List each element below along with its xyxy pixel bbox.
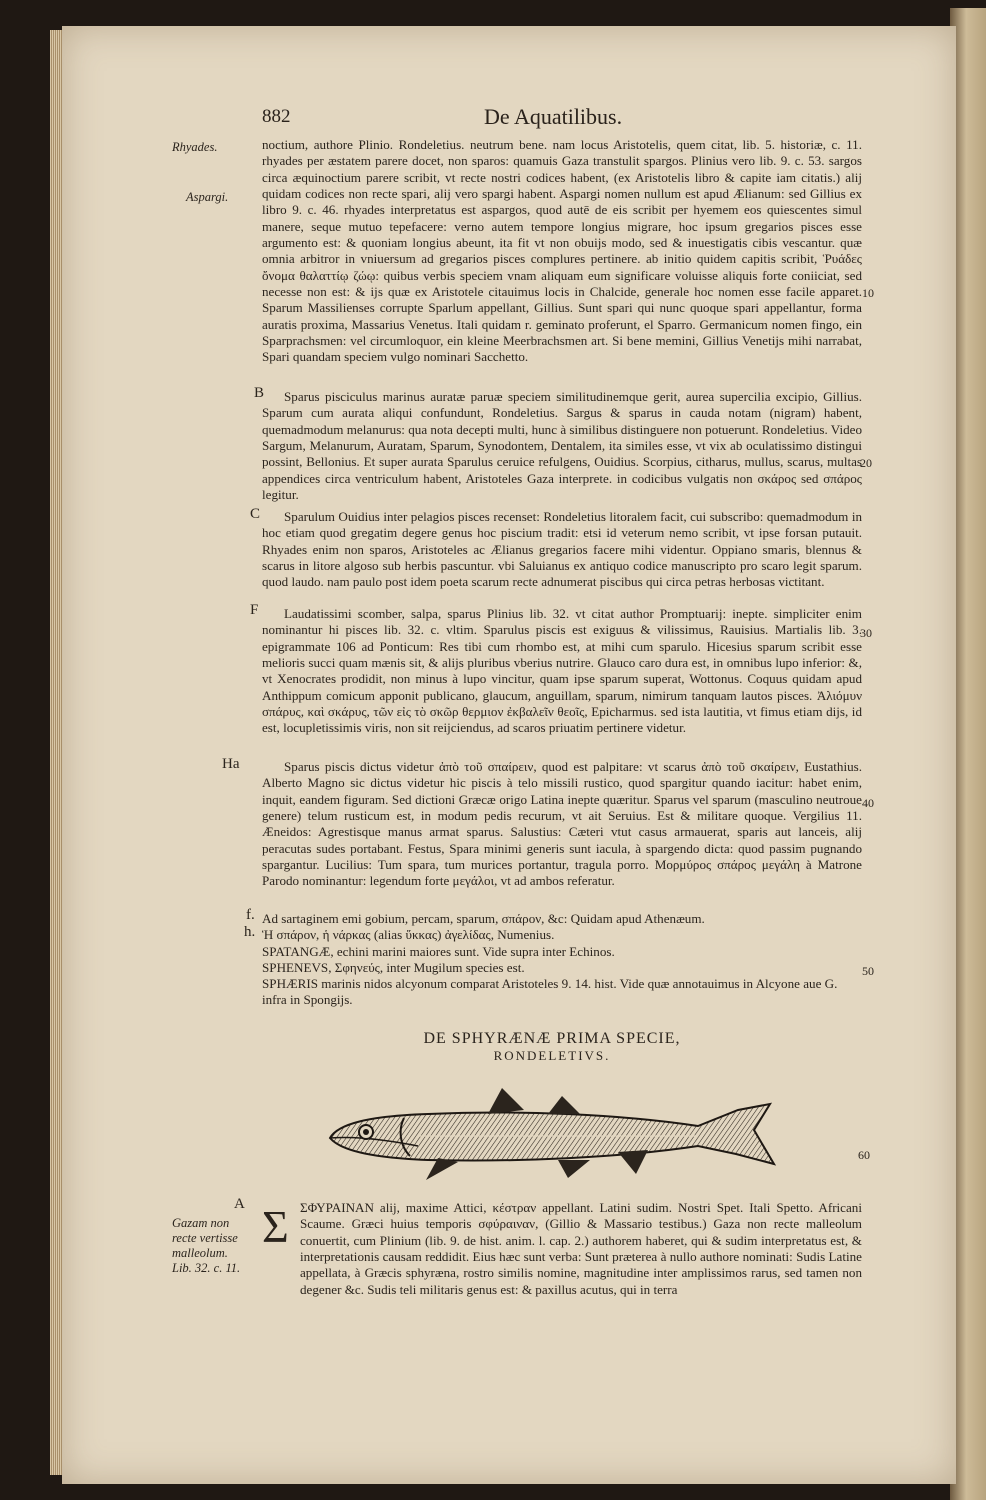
- section-letter-c: C: [250, 506, 261, 522]
- margin-note-line: malleolum.: [172, 1246, 228, 1260]
- section-letter-h-small: h.: [244, 924, 256, 940]
- text-block-4: [262, 606, 862, 737]
- fish-woodcut-icon: [318, 1080, 788, 1190]
- text-block-5: [262, 759, 862, 890]
- text-block-3: [262, 509, 862, 591]
- margin-note-line: recte vertisse: [172, 1231, 238, 1245]
- entry-spatangae: SPATANGÆ, echini marini maiores sunt. Vide supra inter Echinos.: [262, 943, 615, 959]
- text-block-1: [262, 137, 862, 366]
- margin-note-gazam: [172, 1216, 242, 1276]
- paragraph-c: Sparulum Ouidius inter pelagios pisces recenset: Rondeletius litoralem facit, cui subscribo: quemadmodum in hoc etiam quod gregatim degere genus hoc piscium tradit: etsi id veterum nemo scribit, vt ipse forsan putauit. Rhyades enim non sparos, Aristoteles ac Ælianus gregarios facere mihi videntur. Oppiano smaris, blennus & scarus in litore algoso sub herbis pascuntur. vbi Saluianus ex antiquo codice manuscripto pro scaro legit sparum. quod laudo. nam paulo post idem poeta scarum recte adnumerat piscibus qui circa petras herbosas victitant.: [262, 509, 862, 590]
- section-letter-a: A: [234, 1196, 245, 1212]
- text-block-2: [262, 389, 862, 503]
- entry-numenius: Ἡ σπάρον, ἡ νάρκας (alias ὕκκας) ἀγελίδας, Numenius.: [262, 927, 555, 943]
- entry-sphaeris: SPHÆRIS marinis nidos alcyonum comparat Aristoteles 9. 14. hist. Vide quæ annotauimus in Alcyone aue G. infra in Spongijs.: [262, 976, 838, 1008]
- page-number: 882: [262, 106, 291, 127]
- paragraph-intro: noctium, authore Plinio. Rondeletius. neutrum bene. nam locus Aristotelis, quem citat, lib. 5. historiæ, c. 11. rhyades per æstatem parere docet, non sparos: quamuis Gaza transtulit spargos. Plinius vero lib. 9. c. 53. sargos circa æquinoctium parere scribit, vt recte nostri codices habent, (ex Aristotelis libro & capite iam citatis.) alij quidam codices non recte spari, alij vero spargi habent. Aspargi nomen nullum est apud Ælianum: sed Gillius ex libro 9. c. 46. rhyades interpretatus est aspargos, quod autē de eis scribit per hyemem eos quiescentes simul manere, seque mutuo tepefacere: verno autem tempore longius migrare, hoc ipsum gregarios pisces esse argumento est: & quoniam longius abeunt, ita fit vt non obuijs modo, sed & inuestigatis cibis vescantur. quæ omnia arbitror in vniuersum ad gregarios pisces complures pertinere. ab initio quidem capitis scribit, Ῥυάδες ὄνομα θαλαττίῳ ζώῳ: quibus verbis speciem vnam aliquam eum significare voluisse aliquis forte coniiciat, sed necesse non est: & ijs quæ ex Aristotele citauimus locis in Chalcide, generale hoc nomen esse facile apparet. Sparum Massilienses corrupte Sparlum appellant, Gillius. Sunt spari qui nunc quoque spari appellantur, forma auratis proxima, Massarius Venetus. Itali quidam r. geminato proferunt, el Sparro. Germanicum nomen fingo, ein Sparprachsmen: vel circumloquor, ein kleine Meerbrachsmen art. Si bene memini, Gillius Venetijs mihi narrabat, Spari quandam speciem vulgo nominari Sacchetto.: [262, 137, 862, 365]
- paragraph-b: Sparus pisciculus marinus auratæ paruæ speciem similitudinemque gerit, aurea supercilia excipio, Gillius. Sparum cum aurata aliqui confundunt, Rondeletius. Sargus & sparus in cauda notam (nigram) habent, quemadmodum melanurus: qua nota decepti multi, hunc à similibus distinguere non potuerunt. Rondeletius. Video Sargum, Melanurum, Auratam, Sparum, Synodontem, Dentalem, ita similes esse, vt vix ab oculatissimo distingui possint, Bellonius. Et super aurata Sparulus ceruice refulgens, Ouidius. Scorpius, citharus, mullus, scarus, multas appendices circa ventriculum habent, Aristoteles Gaza interprete. in codicibus vulgatis non σκάρος sed σπάρος legitur.: [262, 389, 862, 503]
- short-entries: [262, 911, 862, 1009]
- margin-note-line: Lib. 32. c. 11.: [172, 1261, 241, 1275]
- initial-sigma-icon: Σ: [262, 1201, 289, 1252]
- section-letter-ha: Ha: [222, 756, 240, 772]
- margin-note-aspargi: Aspargi.: [186, 190, 229, 204]
- line-number-30: 30: [860, 626, 872, 640]
- section-letter-f: F: [250, 602, 259, 618]
- text-block-6: [300, 1200, 862, 1298]
- line-number-50: 50: [862, 964, 874, 978]
- entry-sphenevs: SPHENEVS, Σφηνεύς, inter Mugilum species est.: [262, 959, 525, 975]
- section-letter-b: B: [254, 385, 265, 401]
- paragraph-f: Laudatissimi scomber, salpa, sparus Plinius lib. 32. vt citat author Promptuarij: inepte. simpliciter enim nominantur hi pisces lib. 32. c. vltim. Sparulus piscis est exiguus & vilissimus, Rauisius. Martialis lib. 3. epigrammate 106 ad Ponticum: Res tibi cum rhombo est, at mihi cum sparulo. Hicesius sparum scribit esse melioris succi quam mænis sit, & alijs pluribus vberius nutrire. Glauco caro dura est, in omnibus lupo inferior: &, vt Xenocrates prodidit, non minus à lupo vincitur, quam ipse sparum superat, Wottonus. Coquus quidam apud Anthippum comicum apponit publicano, glaucum, anguillam, sparum, nimirum tanquam lautos pisces. Ἀλιόμυν σπάρυς, καὶ σκάρυς, τῶν εἰς τὸ σκῶρ θερμιον ἐκβαλεῖν θεοῖς, Epicharmus. sed ista lautitia, vt fimus etiam dijs, id est, locupletissimis viris, non sit reijciendus, ad scaros priuatim pertinere videtur.: [262, 606, 862, 736]
- paragraph-sphyraena: ΣΦΥΡΑΙΝΑΝ alij, maxime Attici, κέστραν appellant. Latini sudim. Nostri Spet. Itali Spetto. Africani Scaume. Græci huius temporis σφύραιναν, (Gillio & Massario testibus.) Gaza non recte malleolum conuertit, cum Plinium (lib. 9. de hist. anim. l. cap. 2.) authorem haberet, qui & sudim interpretatus est, & interpretationis causam reddidit. Eius hæc sunt verba: Sunt præterea à nullo authore nominati: Sudis Latine appellata, à Græcis sphyræna, rostro similis nomine, magnitudine inter amplissimos rarus, sed tamen non degener &c. Sudis teli militaris genus est: & paxillus acutus, qui in terra: [300, 1200, 862, 1297]
- line-number-10: 10: [862, 286, 874, 300]
- paragraph-ha: Sparus piscis dictus videtur ἀπὸ τοῦ σπαίρειν, quod est palpitare: vt scarus ἀπὸ τοῦ σκαίρειν, Eustathius. Alberto Magno sic dictus videtur hic piscis à telo missili rustico, quod spargitur quando iacitur: habet enim, inquit, eandem figuram. Sed dictioni Græcæ origo Latina inepte quæritur. Sparus vel sparum (masculino neutroue genere) telum rusticum est, in modum pedis recurum, vt ait Seruius. Est & militare quoque. Vergilius 11. Æneidos: Agrestisque manus armat sparus. Salustius: Cæteri vtut casus armauerat, sparis aut lanceis, alij peracutas sudes portabant. Festus, Spara minimi generis sunt iacula, à spargendo dicta: quod passim pugnando spargantur. Lucilius: Tum spara, tum murices portantur, tragula porro. Μορμύρος σπάρος μεγάλη à Matrone Parodo nominantur: legendum forte μεγάλοι, vt ad ambos referatur.: [262, 759, 862, 889]
- running-title: De Aquatilibus.: [484, 104, 623, 129]
- entry-sartaginem: Ad sartaginem emi gobium, percam, sparum, σπάρον, &c: Quidam apud Athenæum.: [262, 911, 705, 926]
- line-number-40: 40: [862, 796, 874, 810]
- section-heading: DE SPHYRÆNÆ PRIMA SPECIE,: [423, 1030, 681, 1047]
- section-author: RONDELETIVS.: [493, 1048, 611, 1063]
- margin-note-rhyades: Rhyades.: [172, 140, 218, 154]
- section-letter-f-small: f.: [246, 907, 255, 923]
- margin-note-line: Gazam non: [172, 1216, 230, 1230]
- running-header: [262, 104, 842, 132]
- line-number-20: 20: [860, 456, 872, 470]
- line-number-60: 60: [858, 1148, 870, 1162]
